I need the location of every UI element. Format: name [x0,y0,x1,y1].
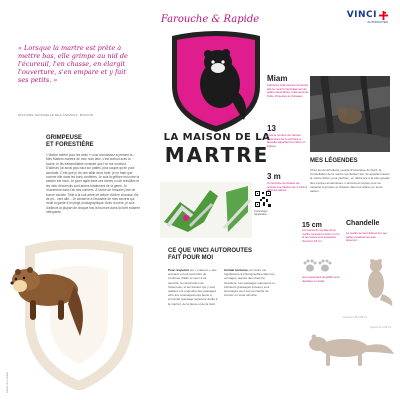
silhouette-length-caption: Longueur 38 à 58 cm [342,316,368,319]
stat-3m-text: Un territoire de chasse qui occupe une hauteur de 3 mètres dans les arbres. [267,181,308,193]
maison-title-line2: MARTRE [164,143,270,167]
silhouette-tail-caption: Queue 22 à 28 cm [370,326,392,329]
stat-13-value: 13 [267,124,276,133]
legendes-title: MES LÉGENDES [310,158,358,164]
vinci-column-b [224,268,276,297]
vinci-column-a-lead: Pour respecter [168,268,190,272]
length-text: Les traces de la patte de la martre mesurent environ 4 cm, et les traces sont espacées d'environ 15 cm. [302,228,341,243]
aerial-map-large [160,182,222,238]
maison-title [155,132,279,166]
stat-3m-value: 3 m [267,172,281,181]
poster-header-title: Farouche & Rapide [160,14,260,25]
vinci-column-a [168,268,218,306]
track-text: Les empreintes de griffes sont réparties en étoile. [302,275,340,283]
aerial-map-small [222,182,252,238]
walking-marten-silhouette [300,318,396,374]
section-title-line2: ET FORESTIÈRE [46,142,94,148]
qr-caption: Téléchargez l'application [254,210,268,216]
vinci-logo [346,10,388,24]
maison-title-line1: LA MAISON DE LA [163,132,271,143]
length-block [302,222,342,243]
standing-marten-silhouette [356,250,396,306]
forest-photo [310,76,390,152]
vinci-star-icon [379,11,388,20]
quote-source: HISTOIRE NATURELLE DES ANIMAUX, BUFFON [18,113,94,117]
stat-miam-value: Miam [267,74,288,83]
stat-block-13 [267,124,309,148]
section-body-grimpeuse: « Martre martre pour les amis » vous connaissez à présent la... Mes Martres martres de mon nom latin, c'est surtout avec la fouine, le fils fraisemblable croissée que l'on me confond. D'ailleurs j'ai aussi plus haut sur pattes, plus souple qu'en pour acrobate. C'est que je vis une taille deux forêt, je ne fraie que comme elle dans les bons conifères. Je suis la griffure est notre la saisine est nous. Je jouer agile dans ces arbres ou de brindilles et les nids d'écureuils sont autres totalement de la géme. Je m'aventure dans l'air des corniers. À l'aube de l'essaim j'ose de bonne cachée. Telle à la nuit arbre de toiture d'Arbre chaussé, fils de pli... vent ailé... Je conserve à l'industrie de mes secrets qui vivait la garde d'un pégé photographique. Avec la mère, je suis d'ailleurs la plupart de chaque fois là fourrure dans la forêt éclairée nettoyante. [46,153,140,215]
section-title-grimpeuse [46,135,136,149]
vinci-brand-word: VINCI [346,10,377,20]
stat-block-miam [267,74,309,98]
length-label: 15 cm [302,222,322,229]
legendes-body: Chez les Amérindiens, peuple d'Amérique du Nord, la constellation de la martre symbolise l'été. Ils appellent aussi la martre fisher, pour pêcheur, en référence à la plus grande des martres américaines. L'animal est réputé pour sa capacité à grimper et chasser dans les arbres en toute saison. [310,168,390,194]
footer-text: Maison de la martre [6,372,9,394]
section-title-line1: GRIMPEUSE [46,135,83,141]
vinci-column-b-lead: Animal nocturne, [224,268,249,272]
vinci-sub-word: AUTOROUTES [367,20,388,24]
stat-miam-text: Carnivore mais pas tout le temps, elle se nourrit principalement de petits mammifères, mais aussi de fruits, d'insectes et d'oiseaux. [267,83,309,98]
marten-photo [4,250,86,342]
vinci-column-b-body: la martre est régulièrement photographiée dans les ouvrages, auprès des chemins forestiers. Les passages supérieurs et inférieurs (passages à faune) sont aménagés pour leur permettre de circuler en toute sécurité. [224,268,275,298]
vinci-column-a-body: les « maisons » des animaux et leur permettre de continuer d'aller et venir à sa sécurité, la construction de l'autoroute, et les travaux qui y sont réalisés ont engendré des passages sûrs aux aménagements faune à proximité (passage supérieur dédié à la martre), de la faune et de la forêt. [168,268,218,306]
stat-block-3m [267,172,309,193]
section-title-vinci-line2: FAIT POUR MOI [168,255,213,261]
paw-print-icon [302,258,332,274]
pull-quote: « Lorsque la martre est prête à mettre bas, elle grimpe au nid de l'écureuil, l'en chasse, en élargit l'ouverture, s'en empare et y fait ses petits. » [18,44,128,84]
chandelle-title: Chandelle [346,220,380,227]
stat-13-text: C'est le nombre de martres recensées sur le territoire à laquelle appartient la martre en France. [267,133,306,148]
section-title-vinci-line1: CE QUE VINCI AUTOROUTES [168,248,253,254]
chandelle-text: La martre se tient debout sur ses pattes postérieures pour observer. [346,231,387,243]
crest-emblem [168,30,264,134]
section-title-vinci [168,248,278,262]
